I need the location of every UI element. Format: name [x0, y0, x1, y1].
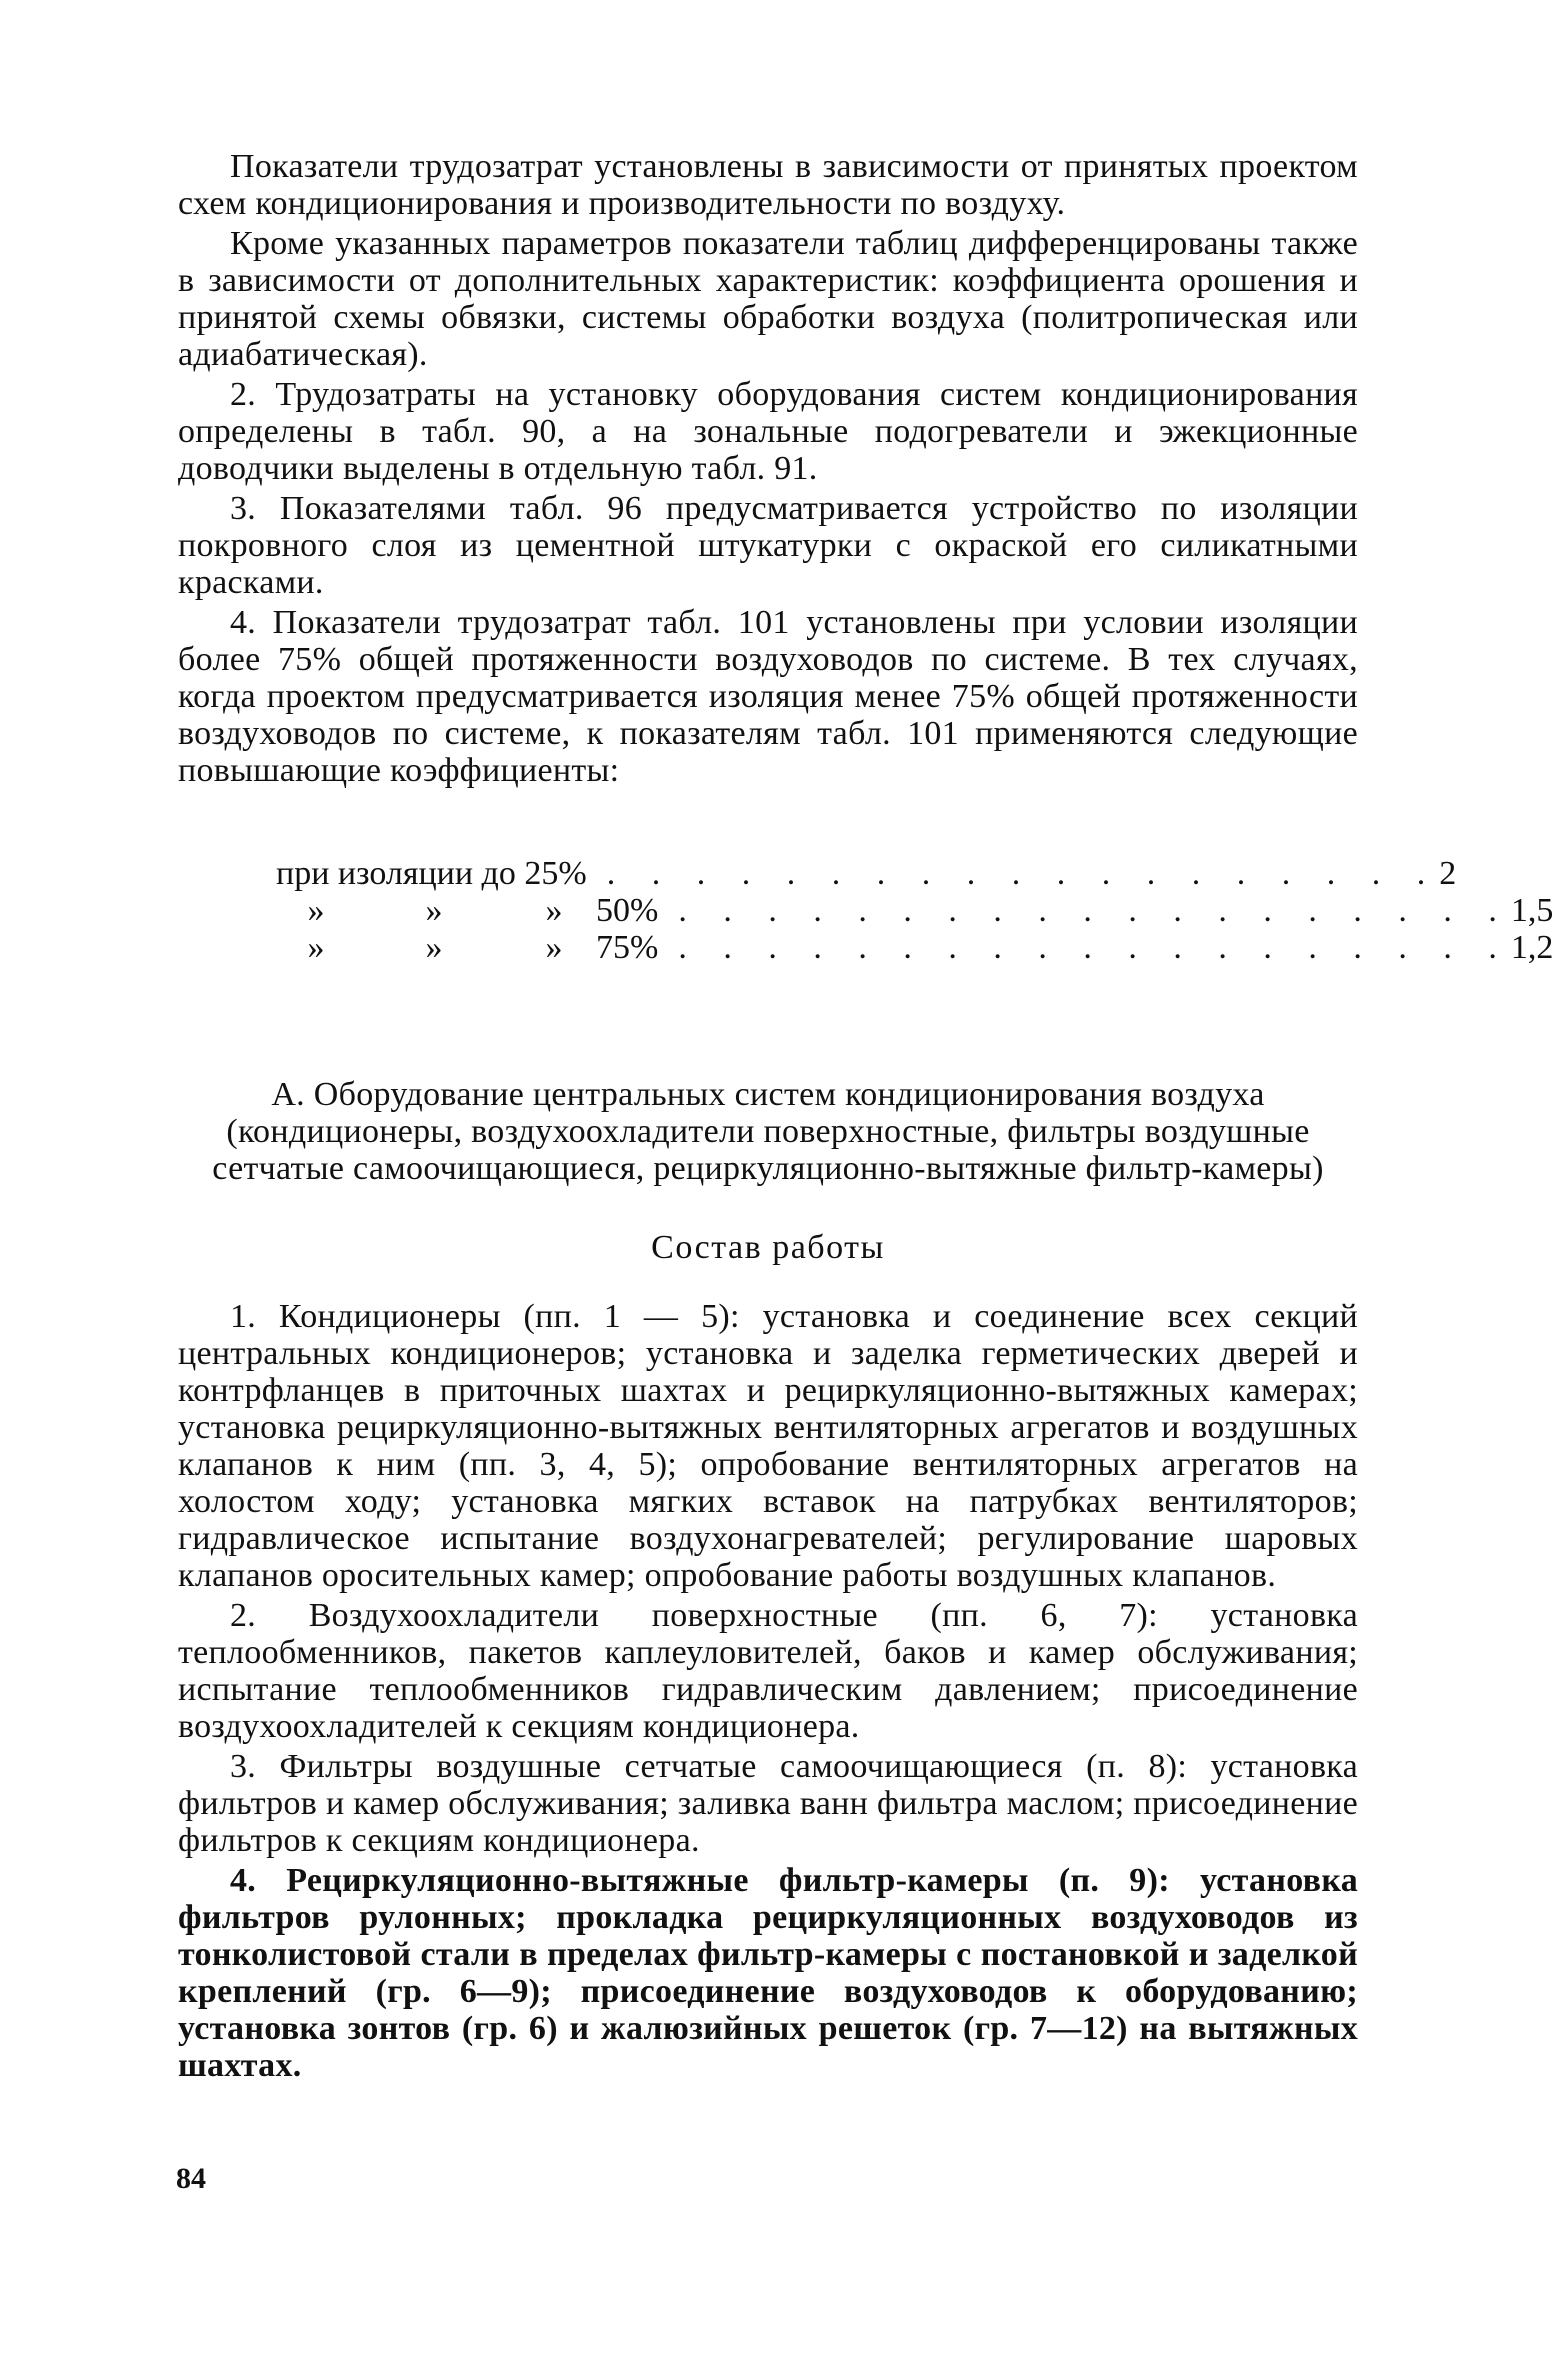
coefficient-label: при изоляции до 25% [276, 855, 587, 892]
section-subheading: Состав работы [651, 1229, 885, 1266]
section-heading: А. Оборудование центральных систем кондиционирования воздуха (кондиционеры, воздухоохладители поверхностные, фильтры воздушные сетчатые самоочищающиеся, рециркуляционно-вытяжные фильтр-камеры) [212, 1076, 1324, 1187]
ditto-mark: » [425, 929, 443, 966]
coefficient-value: 1,2 [1510, 929, 1553, 966]
work-item-4: 4. Рециркуляционно-вытяжные фильтр-камеры (п. 9): установка фильтров рулонных; прокладка рециркуляционных воздуховодов из тонколистовой стали в пределах фильтр-камеры с постановкой и заделкой креплений (гр. 6—9); присоединение воздуховодов к оборудованию; установка зонтов (гр. 6) и жалюзийных решеток (гр. 7—12) на вытяжных шахтах. [178, 1862, 1358, 2084]
percent-value: 75% [596, 929, 659, 966]
coefficient-list [276, 855, 1553, 966]
coefficient-label [276, 929, 658, 966]
coefficient-row [276, 929, 1553, 966]
work-item-3: 3. Фильтры воздушные сетчатые самоочищающиеся (п. 8): установка фильтров и камер обслуживания; заливка ванн фильтра маслом; присоединение фильтров к секциям кондиционера. [178, 1748, 1358, 1859]
coefficient-label [276, 892, 658, 929]
coefficient-row [276, 892, 1553, 929]
intro-paragraph-1: Показатели трудозатрат установлены в зависимости от принятых проектом схем кондиционирования и производительности по воздуху. [178, 148, 1358, 222]
work-item-2: 2. Воздухоохладители поверхностные (пп. 6, 7): установка теплообменников, пакетов каплеуловителей, баков и камер обслуживания; испытание теплообменников гидравлическим давлением; присоединение воздухоохладителей к секциям кондиционера. [178, 1597, 1358, 1745]
page-content [178, 148, 1553, 2087]
leader-dots: . . . . . . . . . . . . . . . . . . . [606, 855, 1440, 892]
ditto-mark: » [307, 892, 325, 929]
ditto-mark: » [545, 892, 563, 929]
intro-paragraph-2: Кроме указанных параметров показатели таблиц дифференцированы также в зависимости от дополнительных характеристик: коэффициента орошения и принятой схемы обвязки, системы обработки воздуха (политропическая или адиабатическая). [178, 225, 1358, 373]
ditto-mark: » [425, 892, 443, 929]
leader-dots: . . . . . . . . . . . . . . . . . . . [678, 929, 1511, 966]
intro-paragraph-3: 2. Трудозатраты на установку оборудования систем кондиционирования определены в табл. 90, а на зональные подогреватели и эжекционные доводчики выделены в отдельную табл. 91. [178, 376, 1358, 487]
intro-paragraph-5: 4. Показатели трудозатрат табл. 101 установлены при условии изоляции более 75% общей протяженности воздуховодов по системе. В тех случаях, когда проектом предусматривается изоляция менее 75% общей протяженности воздуховодов по системе, к показателям табл. 101 применяются следующие повышающие коэффициенты: [178, 604, 1358, 789]
coefficient-row [276, 855, 1457, 892]
ditto-mark: » [545, 929, 563, 966]
page-number: 84 [176, 2162, 206, 2195]
leader-dots: . . . . . . . . . . . . . . . . . . . [678, 892, 1511, 929]
coefficient-value: 2 [1439, 855, 1457, 892]
work-item-1: 1. Кондиционеры (пп. 1 — 5): установка и соединение всех секций центральных кондиционеров; установка и заделка герметических дверей и контрфланцев в приточных шахтах и рециркуляционно-вытяжных камерах; установка рециркуляционно-вытяжных вентиляторных агрегатов и воздушных клапанов к ним (пп. 3, 4, 5); опробование вентиляторных агрегатов на холостом ходу; установка мягких вставок на патрубках вентиляторов; гидравлическое испытание воздухонагревателей; регулирование шаровых клапанов оросительных камер; опробование работы воздушных клапанов. [178, 1298, 1358, 1594]
coefficient-value: 1,5 [1510, 892, 1553, 929]
ditto-mark: » [307, 929, 325, 966]
percent-value: 50% [596, 892, 659, 929]
intro-paragraph-4: 3. Показателями табл. 96 предусматривается устройство по изоляции покровного слоя из цементной штукатурки с окраской его силикатными красками. [178, 490, 1358, 601]
